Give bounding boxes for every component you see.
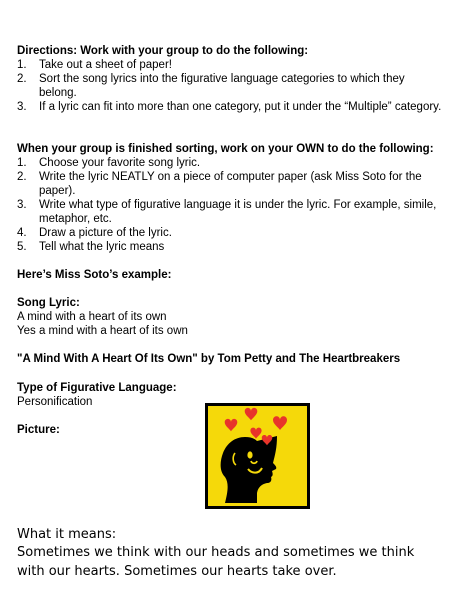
meaning-text: Sometimes we think with our heads and sometimes we think with our hearts. Sometimes our hearts take over. bbox=[17, 545, 415, 579]
meaning-label: What it means: bbox=[17, 527, 117, 542]
song-credit: "A Mind With A Heart Of Its Own" by Tom Petty and The Heartbreakers bbox=[17, 353, 401, 365]
picture-label: Picture: bbox=[17, 424, 60, 436]
list-item: 1. Choose your favorite song lyric. bbox=[17, 157, 201, 169]
song-lyric-line: A mind with a heart of its own bbox=[17, 311, 167, 323]
eye-shape bbox=[247, 451, 252, 458]
song-lyric-line: Yes a mind with a heart of its own bbox=[17, 325, 188, 337]
song-lyric-section bbox=[17, 296, 442, 338]
meaning-section bbox=[17, 527, 442, 581]
list-item: 3. Write what type of figurative language it is under the lyric. For example, simile, metaphor, etc. bbox=[17, 199, 437, 225]
list-item: 4. Draw a picture of the lyric. bbox=[17, 227, 172, 239]
individual-heading: When your group is finished sorting, work on your OWN to do the following: bbox=[17, 143, 434, 155]
list-item: 3. If a lyric can fit into more than one category, put it under the “Multiple” category. bbox=[17, 101, 442, 113]
list-item: 2. Sort the song lyrics into the figurative language categories to which they belong. bbox=[17, 73, 405, 99]
directions-section bbox=[17, 44, 442, 114]
head-with-hearts-icon bbox=[205, 403, 310, 509]
list-item: 5. Tell what the lyric means bbox=[17, 241, 165, 253]
figurative-type-value: Personification bbox=[17, 396, 93, 408]
list-item: 2. Write the lyric NEATLY on a piece of computer paper (ask Miss Soto for the paper). bbox=[17, 171, 422, 197]
individual-section bbox=[17, 142, 442, 254]
directions-list bbox=[17, 58, 442, 114]
directions-heading: Directions: Work with your group to do the following: bbox=[17, 45, 309, 57]
figurative-type-label: Type of Figurative Language: bbox=[17, 382, 177, 394]
example-heading: Here’s Miss Soto’s example: bbox=[17, 269, 172, 281]
individual-list bbox=[17, 156, 442, 254]
song-lyric-label: Song Lyric: bbox=[17, 297, 80, 309]
list-item: 1. Take out a sheet of paper! bbox=[17, 59, 172, 71]
